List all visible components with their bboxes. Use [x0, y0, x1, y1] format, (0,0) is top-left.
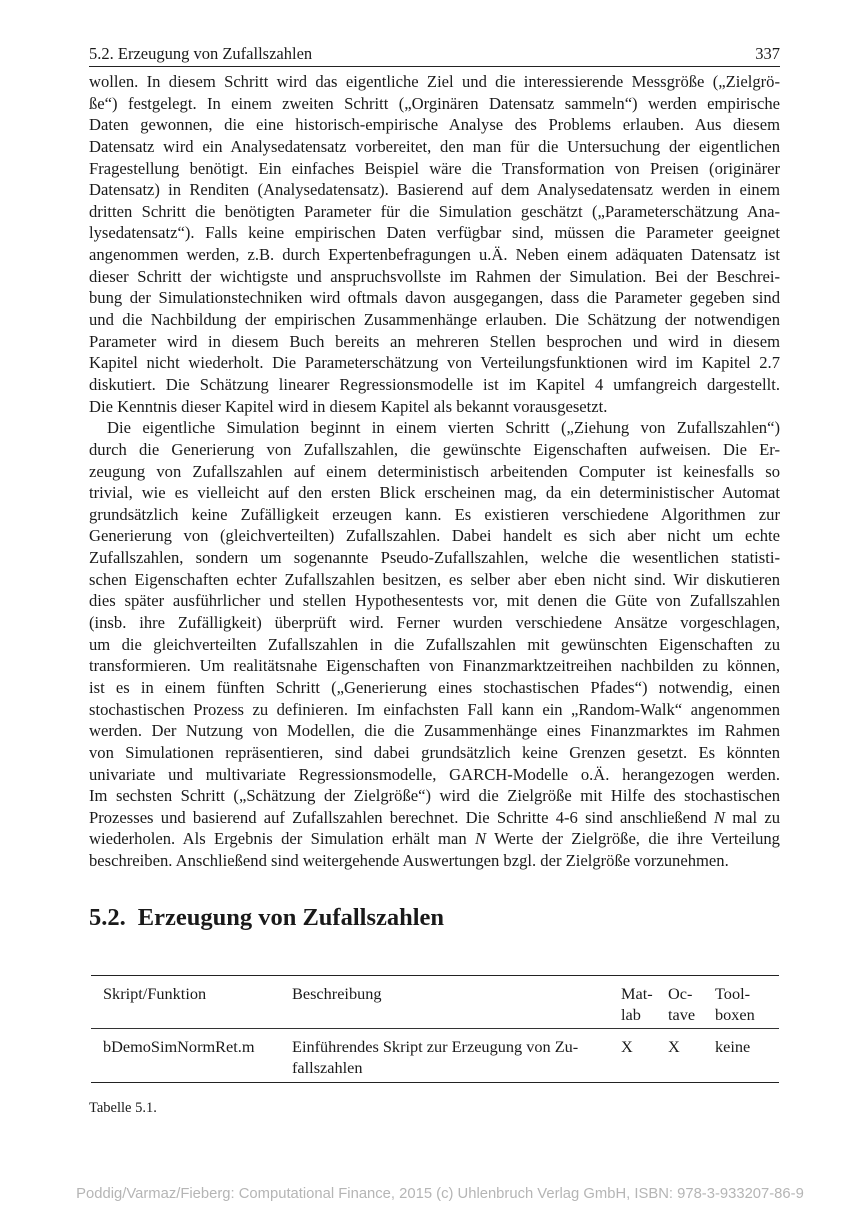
- text-line: Generierung von (gleichverteilten) Zufallszahlen. Dabei handelt es sich aber nicht um echte: [89, 526, 780, 546]
- cell-matlab: X: [621, 1037, 633, 1056]
- text-line: Prozesses und basierend auf Zufallszahlen berechnet. Die Schritte 4-6 sind anschließend N mal zu: [89, 807, 781, 827]
- text-line: Fragestellung benötigt. Ein einfaches Beispiel wäre die Transformation von Preisen (originärer: [89, 158, 780, 178]
- text-line: Kapitel nicht wiederholt. Die Parameterschätzung von Verteilungsfunktionen wird im Kapitel 2.7: [89, 353, 780, 373]
- header-description: Beschreibung: [292, 984, 382, 1003]
- section-title: Erzeugung von Zufallszahlen: [137, 904, 445, 931]
- body-text: [89, 71, 780, 872]
- text-line: durch die Generierung von Zufallszahlen, die gewünschte Eigenschaften aufweisen. Die Er-: [89, 439, 780, 459]
- text-line: Daten gewonnen, die eine historisch-empirische Analyse des Problems erlauben. Aus diesem: [89, 115, 780, 135]
- text-line: ist es in einem fünften Schritt („Generierung eines stochastischen Pfades“) notwendig, einen: [89, 677, 780, 697]
- text-line: ße“) festgelegt. In einem zweiten Schritt („Orginären Datensatz sammeln“) werden empirische: [89, 93, 780, 113]
- text-line: werden. Der Nutzung von Modellen, die die Zusammenhänge eines Finanzmarktes im Rahmen: [89, 721, 780, 741]
- header-toolboxes: Tool- boxen: [715, 984, 755, 1024]
- text-line: Parameter wird in diesem Buch bereits an mehreren Stellen besprochen und wird in diesem: [89, 331, 780, 351]
- table-row: [91, 1029, 779, 1082]
- header-matlab: Mat- lab: [621, 984, 653, 1024]
- variable-n: N: [713, 807, 725, 827]
- text-line: dieser Schritt der wichtigste und anspruchsvollste im Rahmen der Simulation. Bei der Beschrei-: [89, 266, 780, 286]
- text-line: bung der Simulationstechniken wird oftmals davon ausgegangen, dass die Parameter gegeben sind: [89, 288, 780, 308]
- text-line: lysedatensatz“). Falls keine empirischen Daten verfügbar sind, müssen die Parameter geeignet: [89, 223, 780, 243]
- text-line: Datensatz wird ein Analysedatensatz vorbereitet, den man für die Untersuchung der eigentlichen: [89, 136, 780, 156]
- text-line: univariate und multivariate Regressionsmodelle, GARCH-Modelle o.Ä. herangezogen werden.: [89, 764, 780, 784]
- text-line: (insb. ihre Zufälligkeit) überprüft wird. Ferner wurden verschiedene Ansätze vorgeschlagen,: [89, 613, 780, 633]
- text-line: grundsätzlich keine Zufälligkeit erzeugen kann. Es existieren verschiedene Algorithmen zur: [89, 504, 780, 524]
- running-head-title: 5.2. Erzeugung von Zufallszahlen: [89, 44, 313, 63]
- script-table: [91, 975, 779, 1083]
- text-line: Die Kenntnis dieser Kapitel wird in diesem Kapitel als bekannt vorausgesetzt.: [89, 396, 608, 416]
- page-number: 337: [755, 44, 780, 63]
- section-heading: [89, 904, 444, 932]
- text-line: schen Eigenschaften echter Zufallszahlen besitzen, es selber aber eben nicht sind. Wir diskutieren: [89, 569, 780, 589]
- text-line: und die Nachbildung der empirischen Zusammenhänge erlauben. Die Schätzung der notwendigen: [89, 310, 780, 330]
- header-octave: Oc- tave: [668, 984, 696, 1024]
- paragraph-1: [89, 71, 780, 417]
- text-line: wollen. In diesem Schritt wird das eigentliche Ziel und die interessierende Messgröße („Zielgrö-: [89, 72, 780, 91]
- text-line: um die gleichverteilten Zufallszahlen in die Zufallszahlen mit gewünschten Eigenschaften zu: [89, 634, 780, 654]
- text-line: wiederholen. Als Ergebnis der Simulation erhält man N Werte der Zielgröße, die ihre Verteilung: [89, 829, 780, 849]
- cell-script: bDemoSimNormRet.m: [103, 1037, 255, 1056]
- text-line: trivial, wie es vielleicht auf den ersten Blick erscheinen mag, da ein deterministischer Automat: [89, 483, 780, 503]
- text-line: dritten Schritt die benötigten Parameter für die Simulation geschätzt („Parameterschätzung Ana-: [89, 201, 780, 221]
- text-line: dies später ausführlicher und stellen Hypothesentests vor, mit denen die Güte von Zufallszahlen: [89, 591, 780, 611]
- text-line: Die eigentliche Simulation beginnt in einem vierten Schritt („Ziehung von Zufallszahlen“): [107, 418, 780, 438]
- section-number: 5.2.: [89, 904, 126, 931]
- text-line: stochastischen Prozess zu definieren. Im einfachsten Fall kann ein „Random-Walk“ angenommen: [89, 699, 780, 719]
- text-line: zeugung von Zufallszahlen auf einem deterministisch arbeitenden Computer ist keinesfalls so: [89, 461, 780, 481]
- text-line: Datensatz) in Renditen (Analysedatensatz). Basierend auf dem Analysedatensatz werden in einem: [89, 180, 780, 200]
- text-line: angenommen werden, z.B. durch Expertenbefragungen u.Ä. Neben einem adäquaten Datensatz ist: [89, 245, 780, 265]
- cell-description: Einführendes Skript zur Erzeugung von Zu- fallszahlen: [292, 1037, 579, 1077]
- header-script: Skript/Funktion: [103, 984, 207, 1003]
- text-line: Im sechsten Schritt („Schätzung der Zielgröße“) wird die Zielgröße mit Hilfe des stochastischen: [89, 786, 780, 806]
- text-line: von Simulationen repräsentieren, sind dabei grundsätzlich keine Grenzen gesetzt. Es könnten: [89, 742, 780, 762]
- running-head: [89, 42, 780, 67]
- table-header-row: [91, 976, 779, 1029]
- cell-octave: X: [668, 1037, 680, 1056]
- copyright-footer: Poddig/Varmaz/Fieberg: Computational Finance, 2015 (c) Uhlenbruch Verlag GmbH, ISBN: 978-3-933207-86-9: [76, 1186, 804, 1202]
- paragraph-2: [89, 417, 780, 871]
- text-line: Zufallszahlen, sondern um sogenannte Pseudo-Zufallszahlen, welche die wesentlichen statisti-: [89, 548, 780, 568]
- text-line: beschreiben. Anschließend sind weitergehende Auswertungen bzgl. der Zielgröße vorzunehmen.: [89, 851, 729, 871]
- cell-toolboxes: keine: [715, 1037, 751, 1056]
- variable-n: N: [475, 829, 487, 849]
- text-line: transformieren. Um realitätsnahe Eigenschaften von Finanzmarktzeitreihen nachbilden zu können,: [89, 656, 780, 676]
- table-caption: Tabelle 5.1.: [89, 1100, 157, 1116]
- text-line: diskutiert. Die Schätzung linearer Regressionsmodelle ist im Kapitel 4 umfangreich dargestellt.: [89, 374, 780, 394]
